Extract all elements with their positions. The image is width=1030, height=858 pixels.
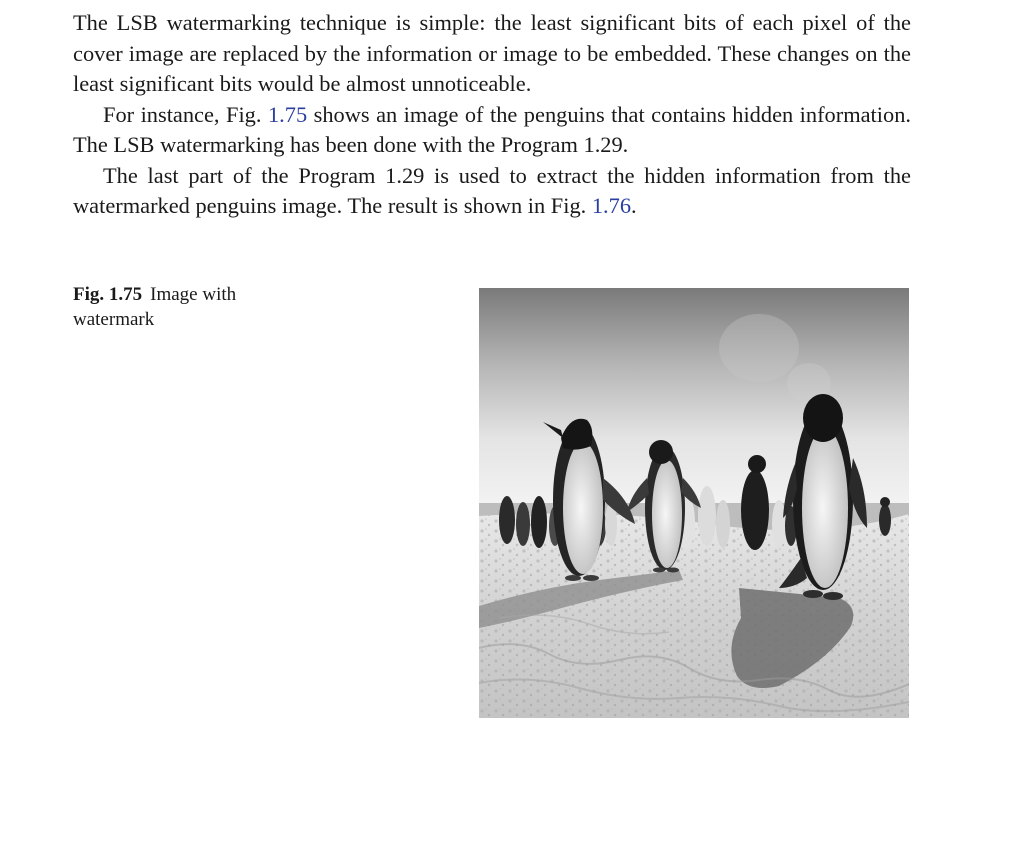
body-text xyxy=(73,8,911,222)
figure-caption-text: Image with watermark xyxy=(73,284,237,330)
paragraph-2-text-end: shows an image of the penguins that contains hidden information. The LSB watermarking has been done with the Program 1.29. xyxy=(73,101,911,157)
paragraph-3 xyxy=(73,161,911,222)
paragraph-1 xyxy=(73,8,911,100)
figure-caption xyxy=(73,282,283,332)
figure-ref-1-76[interactable]: 1.76 xyxy=(591,193,632,218)
paragraph-2 xyxy=(73,100,911,161)
paragraph-2-text-start: For instance, Fig. xyxy=(103,101,268,127)
penguins-photo-illustration xyxy=(479,288,909,718)
paragraph-3-text-start: The last part of the Program 1.29 is used to extract the hidden information from the watermarked penguins image. The result is shown in Fig. xyxy=(73,162,911,218)
paragraph-1-text: The LSB watermarking technique is simple: the least significant bits of each pixel of the cover image are replaced by the information or image to be embedded. These changes on the least significant bits would be almost unnoticeable. xyxy=(73,10,911,96)
penguins-image xyxy=(479,288,909,718)
paragraph-3-text-end: . xyxy=(631,193,637,218)
figure-ref-1-75[interactable]: 1.75 xyxy=(267,101,308,127)
figure-label: Fig. 1.75 xyxy=(73,284,143,305)
